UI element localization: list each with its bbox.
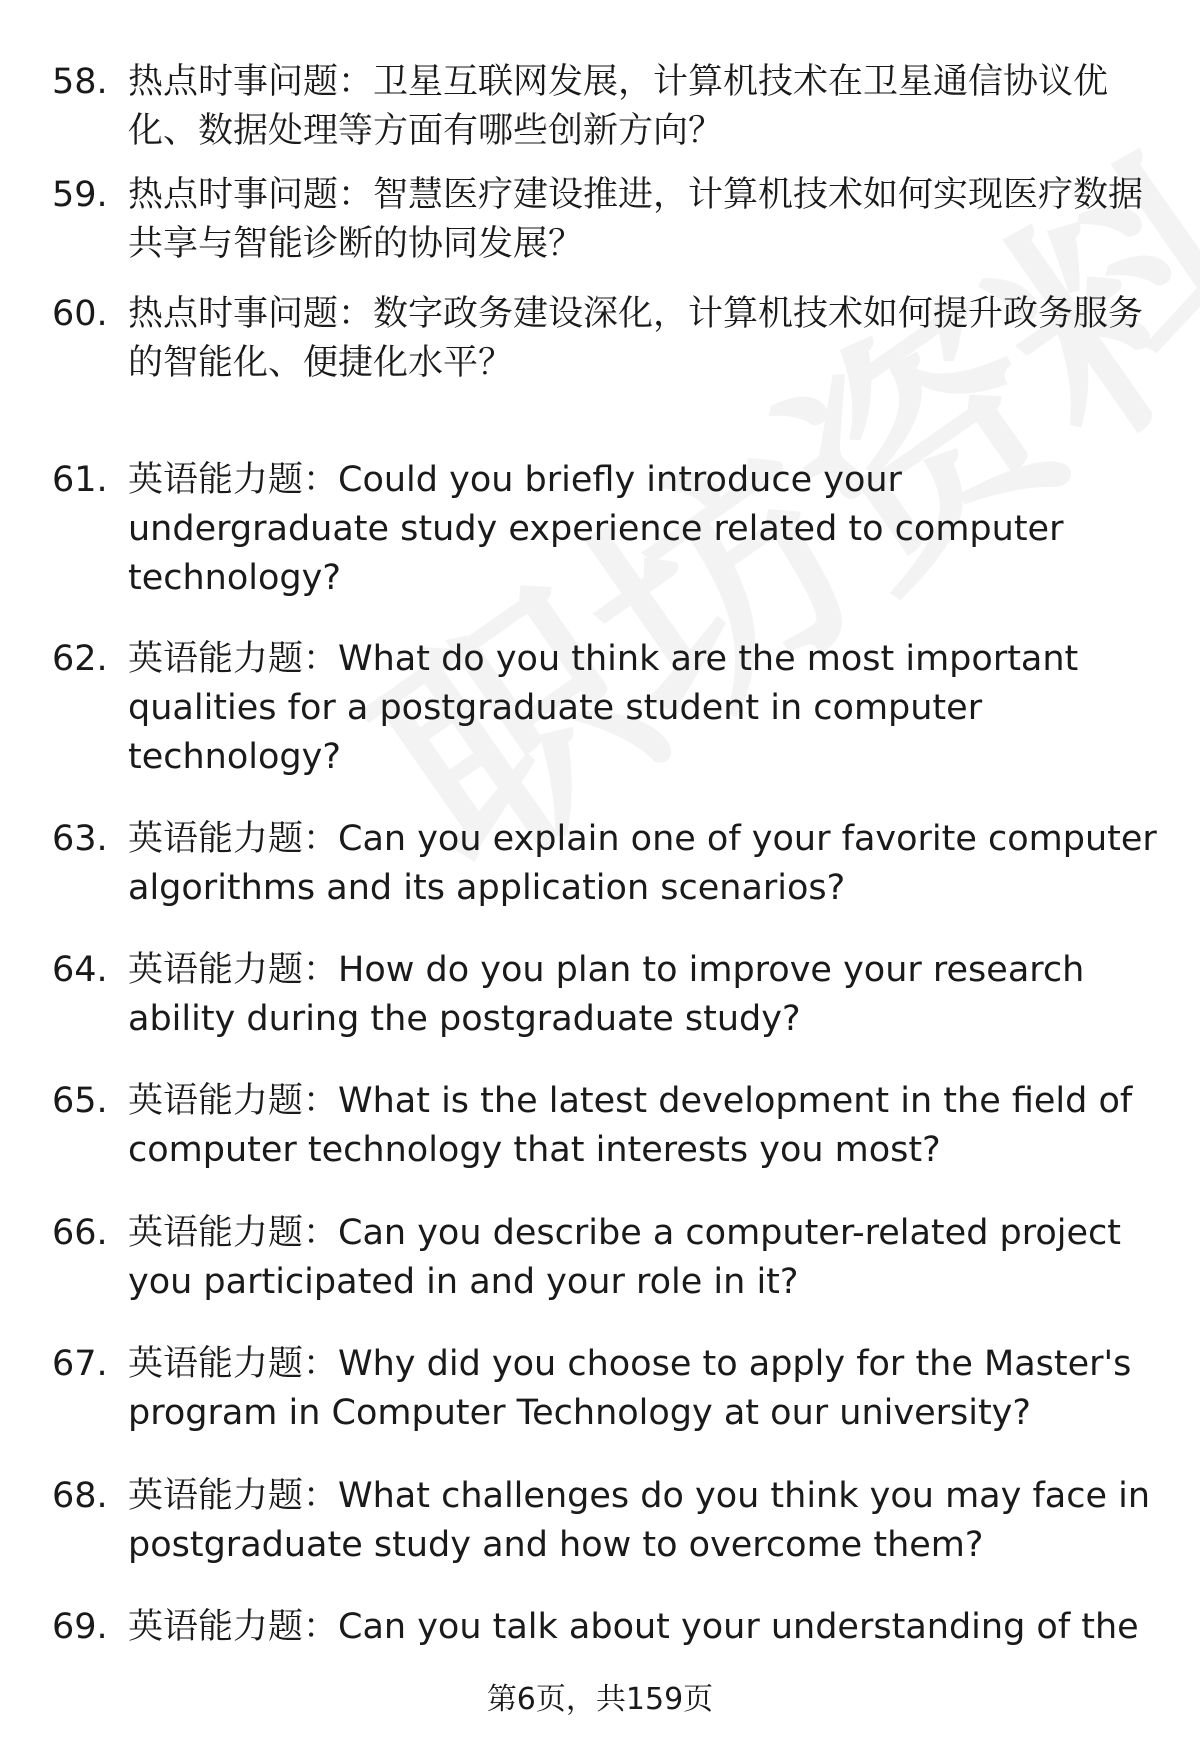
item-number: 59. xyxy=(52,175,108,215)
list-item xyxy=(52,635,1162,782)
list-item xyxy=(52,1077,1162,1175)
item-number: 63. xyxy=(52,819,108,859)
item-number: 64. xyxy=(52,950,108,990)
list-item xyxy=(52,456,1162,603)
list-item xyxy=(52,1472,1162,1570)
list-item xyxy=(52,1603,1162,1652)
list-item xyxy=(52,171,1162,269)
item-text: 热点时事问题：数字政务建设深化，计算机技术如何提升政务服务的智能化、便捷化水平？ xyxy=(128,294,1144,383)
list-item xyxy=(52,1209,1162,1307)
list-item xyxy=(52,1340,1162,1438)
page-footer: 第6页，共159页 xyxy=(486,1682,714,1717)
item-text: 英语能力题：Could you briefly introduce your undergraduate study experience related to computer technology? xyxy=(128,460,1064,598)
item-number: 67. xyxy=(52,1344,108,1384)
item-text: 英语能力题：Can you describe a computer-related project you participated in and your role in it? xyxy=(128,1213,1122,1302)
item-number: 58. xyxy=(52,62,108,102)
item-text: 英语能力题：What is the latest development in the field of computer technology that interests you most? xyxy=(128,1081,1133,1170)
item-number: 61. xyxy=(52,460,108,500)
item-text: 热点时事问题：智慧医疗建设推进，计算机技术如何实现医疗数据共享与智能诊断的协同发展？ xyxy=(128,175,1144,264)
item-text: 英语能力题：How do you plan to improve your research ability during the postgraduate study? xyxy=(128,950,1085,1039)
list-item xyxy=(52,946,1162,1044)
list-item xyxy=(52,815,1162,913)
item-text: 热点时事问题：卫星互联网发展，计算机技术在卫星通信协议优化、数据处理等方面有哪些创新方向？ xyxy=(128,62,1109,151)
item-number: 66. xyxy=(52,1213,108,1253)
item-text: 英语能力题：What do you think are the most important qualities for a postgraduate student in computer technology? xyxy=(128,639,1079,777)
item-text: 英语能力题：Can you talk about your understanding of the xyxy=(128,1607,1139,1647)
item-number: 69. xyxy=(52,1607,108,1647)
item-number: 60. xyxy=(52,294,108,334)
list-item xyxy=(52,290,1162,388)
item-text: 英语能力题：Why did you choose to apply for the Master's program in Computer Technology at our university? xyxy=(128,1344,1132,1433)
item-number: 62. xyxy=(52,639,108,679)
item-text: 英语能力题：Can you explain one of your favorite computer algorithms and its application scenarios? xyxy=(128,819,1157,908)
item-text: 英语能力题：What challenges do you think you may face in postgraduate study and how to overcome them? xyxy=(128,1476,1151,1565)
item-number: 65. xyxy=(52,1081,108,1121)
item-number: 68. xyxy=(52,1476,108,1516)
list-item xyxy=(52,58,1162,156)
